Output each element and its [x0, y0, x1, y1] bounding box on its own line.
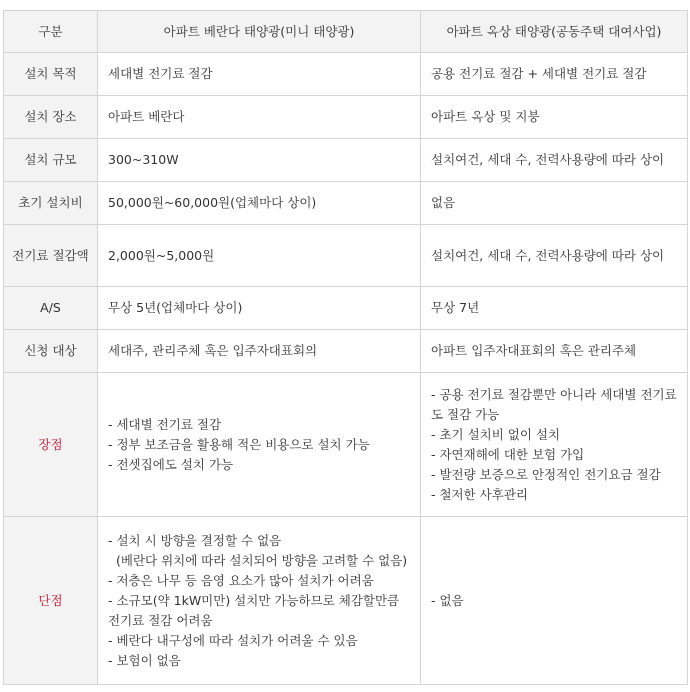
list-item: - 전셋집에도 설치 가능 [108, 456, 234, 472]
list-item: - 정부 보조금을 활용해 적은 비용으로 설치 가능 [108, 436, 370, 452]
list-item: - 자연재해에 대한 보험 가입 [431, 446, 585, 462]
list-item: (베란다 위치에 따라 설치되어 방향을 고려할 수 없음) [116, 552, 408, 568]
balcony-pros-cell [98, 373, 421, 517]
cons-row [4, 517, 688, 685]
list-item: - 설치 시 방향을 결정할 수 없음 [108, 532, 282, 548]
rooftop-cell: 아파트 입주자대표회의 혹은 관리주체 [421, 330, 688, 373]
table-row [4, 225, 688, 287]
header-category: 구분 [4, 11, 98, 53]
table-row [4, 53, 688, 96]
cons-label: 단점 [4, 517, 98, 685]
list-item: - 공용 전기료 절감뿐만 아니라 세대별 전기료도 절감 가능 [431, 386, 677, 422]
list-item: - 베란다 내구성에 따라 설치가 어려울 수 있음 [108, 632, 358, 648]
rooftop-pros-cell [421, 373, 688, 517]
rooftop-cell: 아파트 옥상 및 지붕 [421, 96, 688, 139]
row-label: 전기료 절감액 [4, 225, 98, 287]
list-item: - 철저한 사후관리 [431, 486, 528, 502]
balcony-cons-cell [98, 517, 421, 685]
table-row [4, 139, 688, 182]
list-item: - 발전량 보증으로 안정적인 전기요금 절감 [431, 466, 661, 482]
list-item: - 세대별 전기료 절감 [108, 416, 222, 432]
rooftop-cell: 없음 [421, 182, 688, 225]
list-item: - 초기 설치비 없이 설치 [431, 426, 561, 442]
row-label: 초기 설치비 [4, 182, 98, 225]
balcony-cell: 세대주, 관리주체 혹은 입주자대표회의 [98, 330, 421, 373]
rooftop-cell: 무상 7년 [421, 287, 688, 330]
row-label: 설치 목적 [4, 53, 98, 96]
table-row [4, 182, 688, 225]
balcony-cell: 무상 5년(업체마다 상이) [98, 287, 421, 330]
header-balcony-solar: 아파트 베란다 태양광(미니 태양광) [98, 11, 421, 53]
list-item: - 없음 [431, 592, 464, 608]
row-label: 신청 대상 [4, 330, 98, 373]
comparison-table [3, 10, 688, 685]
row-label: 설치 규모 [4, 139, 98, 182]
row-label: 설치 장소 [4, 96, 98, 139]
rooftop-cell: 공용 전기료 절감 + 세대별 전기료 절감 [421, 53, 688, 96]
list-item: - 소규모(약 1kW미만) 설치만 가능하므로 체감할만큼 전기료 절감 어려움 [108, 592, 400, 628]
balcony-cell: 세대별 전기료 절감 [98, 53, 421, 96]
list-item: - 저층은 나무 등 음영 요소가 많아 설치가 어려움 [108, 572, 374, 588]
table-row [4, 96, 688, 139]
list-item: - 보험이 없음 [108, 652, 181, 668]
table-row [4, 330, 688, 373]
rooftop-cons-cell [421, 517, 688, 685]
balcony-cell: 300~310W [98, 139, 421, 182]
balcony-cell: 아파트 베란다 [98, 96, 421, 139]
table-header-row [4, 11, 688, 53]
pros-label: 장점 [4, 373, 98, 517]
balcony-cell: 50,000원~60,000원(업체마다 상이) [98, 182, 421, 225]
table-row [4, 287, 688, 330]
balcony-cell: 2,000원~5,000원 [98, 225, 421, 287]
header-rooftop-solar: 아파트 옥상 태양광(공동주택 대여사업) [421, 11, 688, 53]
rooftop-cell: 설치여건, 세대 수, 전력사용량에 따라 상이 [421, 139, 688, 182]
pros-row [4, 373, 688, 517]
row-label: A/S [4, 287, 98, 330]
rooftop-cell: 설치여건, 세대 수, 전력사용량에 따라 상이 [421, 225, 688, 287]
